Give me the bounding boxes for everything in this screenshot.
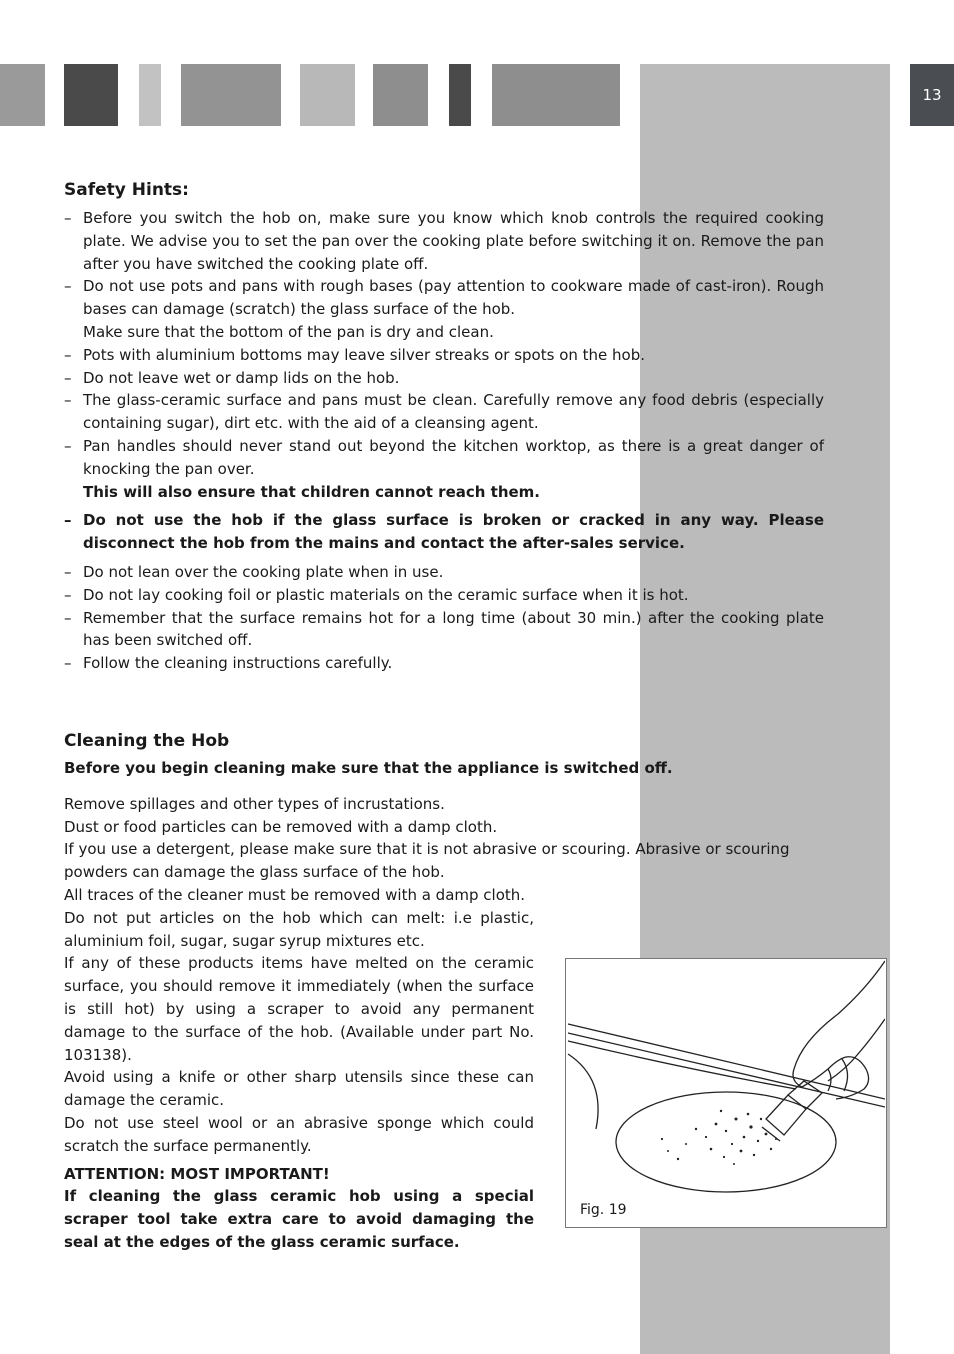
list-item-text: Before you switch the hob on, make sure you know which knob controls the required cooking plate. We advise you to set the pan over the cooking plate before switching it on. Remove the pan after you have switched the cooking plate off. xyxy=(83,209,824,273)
page-number-text: 13 xyxy=(922,86,942,104)
list-item xyxy=(64,652,824,675)
list-item-text: Remember that the surface remains hot for a long time (about 30 min.) after the cooking plate has been switched off. xyxy=(83,608,824,650)
paragraph: Do not use steel wool or an abrasive sponge which could scratch the surface permanently. xyxy=(64,1113,534,1155)
safety-list xyxy=(64,207,824,675)
list-item xyxy=(64,561,824,584)
header-bar xyxy=(139,64,161,126)
paragraph: If any of these products items have melted on the ceramic surface, you should remove it immediately (when the surface is still hot) by using a scraper to avoid any permanent damage to the surface of the hob. (Available under part No. 103138). xyxy=(64,954,534,1064)
cleaning-warning: Before you begin cleaning make sure that the appliance is switched off. xyxy=(64,759,673,777)
list-item xyxy=(64,275,824,343)
safety-section xyxy=(64,180,824,675)
paragraph: Dust or food particles can be removed with a damp cloth. xyxy=(64,817,498,836)
list-item-text: Do not lean over the cooking plate when in use. xyxy=(83,562,444,581)
list-item-text: The glass-ceramic surface and pans must be clean. Carefully remove any food debris (especially containing sugar), dirt etc. with the aid of a cleansing agent. xyxy=(83,391,824,433)
header-bar xyxy=(492,64,620,126)
attention-text: If cleaning the glass ceramic hob using a special scraper tool take extra care to avoid damaging the seal at the edges of the glass ceramic surface. xyxy=(64,1187,534,1251)
list-item-text: Pan handles should never stand out beyond the kitchen worktop, as there is a great danger of knocking the pan over. xyxy=(83,436,824,478)
paragraph: Remove spillages and other types of incrustations. xyxy=(64,794,445,813)
safety-heading: Safety Hints: xyxy=(64,180,189,200)
figure-19 xyxy=(565,958,887,1228)
list-item-bold-extra: This will also ensure that children cannot reach them. xyxy=(83,482,541,501)
attention-heading: ATTENTION: MOST IMPORTANT! xyxy=(64,1164,330,1183)
cleaning-heading: Cleaning the Hob xyxy=(64,731,230,751)
list-item-warning xyxy=(64,509,824,555)
header-bar xyxy=(300,64,355,126)
list-item-text: Do not use the hob if the glass surface is broken or cracked in any way. Please disconnect the hob from the mains and contact the after-sales service. xyxy=(83,511,824,553)
header-bar xyxy=(64,64,118,126)
list-item-text: Do not use pots and pans with rough bases (pay attention to cookware made of cast-iron). Rough bases can damage (scratch) the glass surface of the hob. xyxy=(83,277,824,319)
header-bar xyxy=(373,64,428,126)
header-bar xyxy=(449,64,471,126)
list-item-text: Follow the cleaning instructions carefully. xyxy=(83,654,393,673)
paragraph: Do not put articles on the hob which can melt: i.e plastic, aluminium foil, sugar, sugar syrup mixtures etc. xyxy=(64,908,534,950)
list-item-text: Do not leave wet or damp lids on the hob. xyxy=(83,368,400,387)
paragraph: Avoid using a knife or other sharp utensils since these can damage the ceramic. xyxy=(64,1068,534,1110)
figure-caption: Fig. 19 xyxy=(580,1202,627,1218)
list-item xyxy=(64,344,824,367)
list-item-text: Pots with aluminium bottoms may leave silver streaks or spots on the hob. xyxy=(83,345,646,364)
hob-scraper-illustration-icon xyxy=(566,959,885,1199)
list-item xyxy=(64,367,824,390)
list-item xyxy=(64,584,824,607)
cleaning-narrow-text xyxy=(64,907,534,1254)
list-item xyxy=(64,435,824,503)
header-bar xyxy=(181,64,281,126)
paragraph: If you use a detergent, please make sure that it is not abrasive or scouring. Abrasive or scouring powders can damage the glass surface of the hob. xyxy=(64,840,790,882)
list-item xyxy=(64,607,824,653)
cleaning-wide-text xyxy=(64,793,824,907)
list-item xyxy=(64,207,824,275)
list-item-extra: Make sure that the bottom of the pan is dry and clean. xyxy=(83,322,494,341)
list-item xyxy=(64,389,824,435)
page-number xyxy=(910,64,954,126)
header-bar xyxy=(0,64,45,126)
list-item-text: Do not lay cooking foil or plastic materials on the ceramic surface when it is hot. xyxy=(83,585,689,604)
paragraph: All traces of the cleaner must be removed with a damp cloth. xyxy=(64,885,526,904)
